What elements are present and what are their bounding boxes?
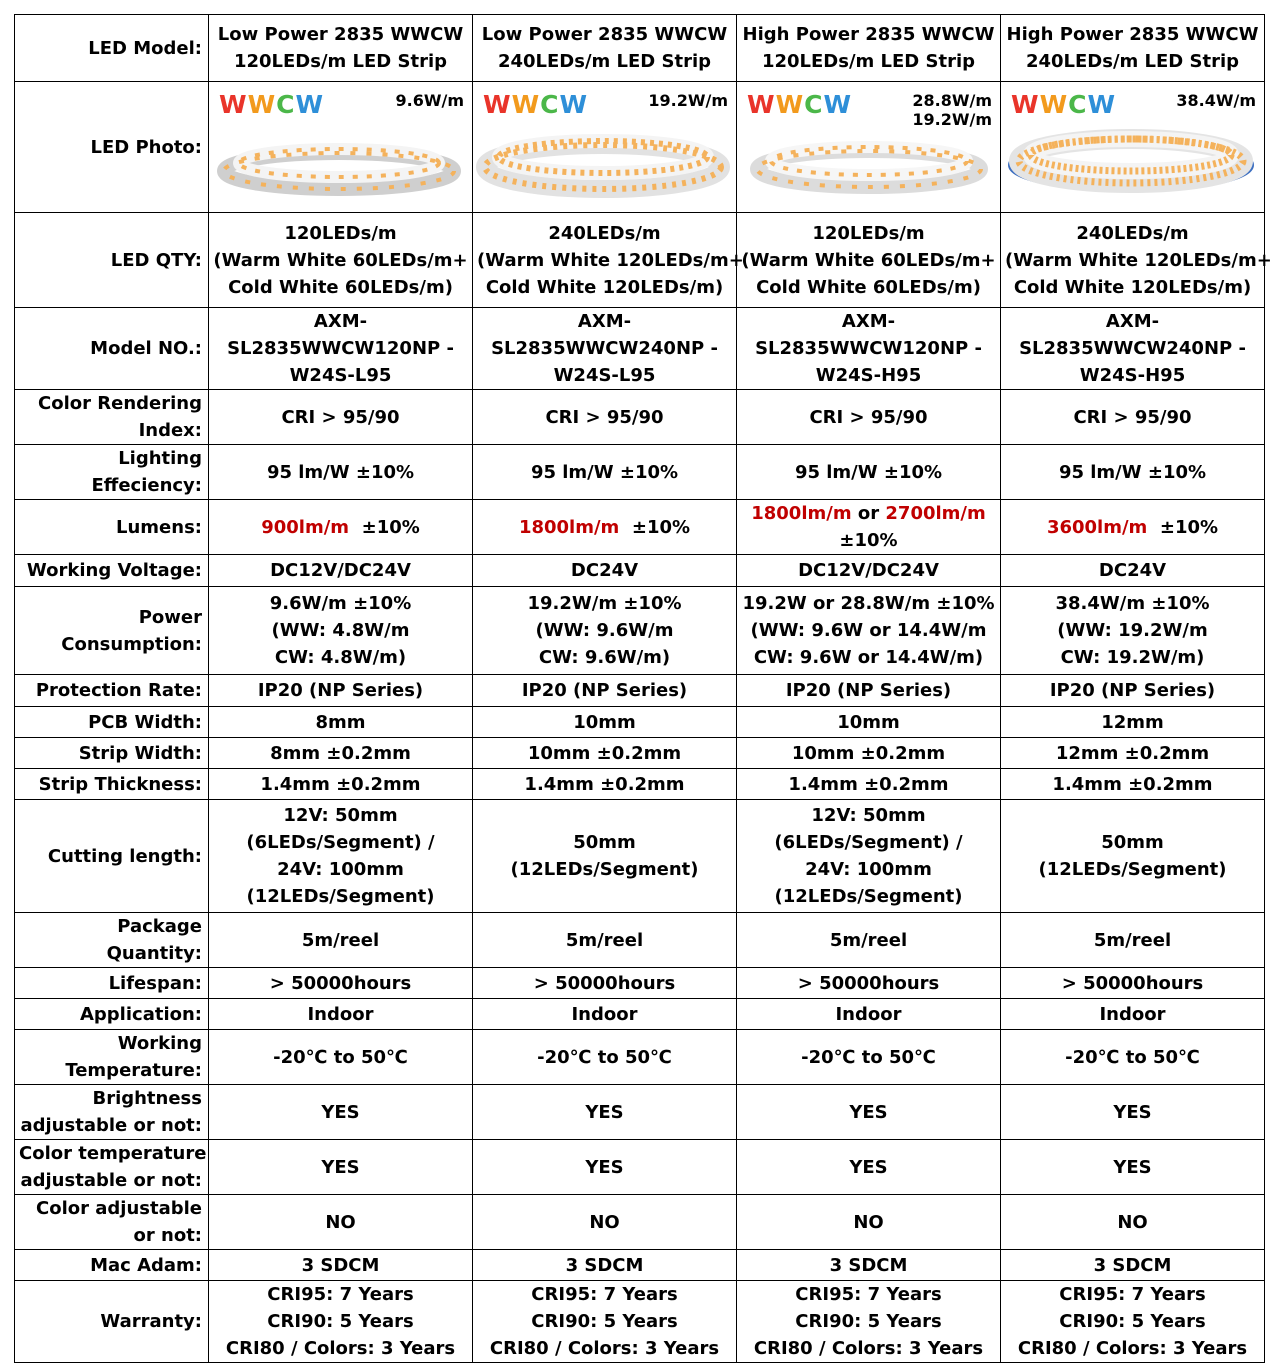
row-label: Lumens:	[15, 500, 209, 555]
cell: DC24V	[1001, 555, 1265, 587]
cell: Indoor	[737, 999, 1001, 1030]
cell: IP20 (NP Series)	[737, 675, 1001, 707]
row-warranty	[15, 1281, 1265, 1363]
power-rating	[912, 91, 992, 129]
cell	[209, 587, 473, 675]
text: 120LEDs/m	[284, 222, 397, 244]
text: Cold White 120LEDs/m)	[1013, 276, 1252, 298]
text: (12LEDs/Segment)	[1038, 859, 1227, 880]
cell: Indoor	[473, 999, 737, 1030]
text: CRI90: 5 Years	[1059, 1311, 1206, 1332]
row-strip-thickness	[15, 769, 1265, 800]
cell	[737, 587, 1001, 675]
wwcw-logo	[747, 91, 852, 118]
text: adjustable or not:	[20, 1170, 202, 1191]
cell: 95 lm/W ±10%	[209, 445, 473, 500]
led-strip-photo	[737, 83, 1000, 211]
cell	[473, 308, 737, 390]
text: Low Power 2835 WWCW	[217, 24, 464, 45]
text: CW: 4.8W/m)	[274, 647, 407, 668]
wwcw-logo	[219, 91, 324, 118]
text: CRI80 / Colors: 3 Years	[753, 1338, 984, 1359]
text: (WW: 9.6W or 14.4W/m	[750, 620, 987, 641]
text: Color temperature	[19, 1143, 207, 1164]
row-label: Model NO.:	[15, 308, 209, 390]
text: 240LEDs/m LED Strip	[497, 51, 712, 72]
cell: 5m/reel	[209, 913, 473, 968]
cell	[737, 308, 1001, 390]
row-label	[15, 1140, 209, 1195]
cell: > 50000hours	[473, 968, 737, 999]
text: 19.2W or 28.8W/m ±10%	[742, 593, 995, 614]
row-label	[15, 587, 209, 675]
cell: YES	[473, 1140, 737, 1195]
row-lifespan	[15, 968, 1265, 999]
logo-letter: W	[1011, 90, 1040, 119]
cell: DC12V/DC24V	[209, 555, 473, 587]
text: ±10%	[839, 530, 898, 551]
text: (6LEDs/Segment) /	[246, 832, 435, 853]
row-protection	[15, 675, 1265, 707]
logo-letter: W	[775, 90, 805, 119]
row-color-adjustable	[15, 1195, 1265, 1250]
text: 24V: 100mm	[277, 859, 404, 880]
text: CW: 9.6W/m)	[538, 647, 671, 668]
text: Brightness	[92, 1088, 202, 1109]
led-strip-photo	[209, 83, 472, 211]
cell: 12mm	[1001, 707, 1265, 738]
cell	[209, 800, 473, 913]
cell: YES	[209, 1085, 473, 1140]
row-label: Mac Adam:	[15, 1250, 209, 1281]
text: (Warm White 120LEDs/m+	[1005, 249, 1272, 271]
cell: 1.4mm ±0.2mm	[209, 769, 473, 800]
cell: > 50000hours	[737, 968, 1001, 999]
row-cri	[15, 390, 1265, 445]
text: 19.2W/m	[912, 110, 992, 129]
cell	[1001, 308, 1265, 390]
led-strip-photo	[473, 83, 736, 211]
text: Temperature:	[65, 1060, 202, 1081]
cell: 10mm ±0.2mm	[737, 738, 1001, 769]
cell	[1001, 587, 1265, 675]
text: SL2835WWCW240NP -	[491, 338, 718, 359]
text: 12V: 50mm	[283, 805, 398, 826]
cell: 12mm ±0.2mm	[1001, 738, 1265, 769]
logo-letter: W	[1087, 90, 1117, 119]
cell: 10mm ±0.2mm	[473, 738, 737, 769]
text: CRI90: 5 Years	[531, 1311, 678, 1332]
text: 240LEDs/m LED Strip	[1025, 51, 1240, 72]
cell: 1.4mm ±0.2mm	[1001, 769, 1265, 800]
text: 240LEDs/m	[1076, 222, 1189, 244]
text: Cold White 120LEDs/m)	[485, 276, 724, 298]
text: Power	[138, 606, 202, 628]
cell: > 50000hours	[209, 968, 473, 999]
cell	[1001, 15, 1265, 82]
cell: > 50000hours	[1001, 968, 1265, 999]
cell: NO	[737, 1195, 1001, 1250]
text: 50mm	[1101, 832, 1164, 853]
cell: 8mm ±0.2mm	[209, 738, 473, 769]
cell: YES	[209, 1140, 473, 1195]
text: (Warm White 60LEDs/m+	[741, 249, 996, 271]
text: Color Rendering	[38, 393, 202, 414]
text: W24S-L95	[553, 365, 656, 386]
cell	[473, 15, 737, 82]
spec-table	[14, 14, 1272, 1363]
text: SL2835WWCW120NP -	[755, 338, 982, 359]
led-photo-cell	[1001, 82, 1265, 213]
text: 19.2W/m ±10%	[527, 593, 682, 614]
cell: 5m/reel	[1001, 913, 1265, 968]
cell: 8mm	[209, 707, 473, 738]
cell: 3 SDCM	[209, 1250, 473, 1281]
text: (WW: 19.2W/m	[1057, 620, 1208, 641]
cell: 10mm	[473, 707, 737, 738]
text: Color adjustable	[36, 1198, 202, 1219]
cell: -20℃ to 50℃	[1001, 1030, 1265, 1085]
row-model-no	[15, 308, 1265, 390]
power-rating	[395, 91, 464, 110]
row-cutting-length	[15, 800, 1265, 913]
cell: -20℃ to 50℃	[473, 1030, 737, 1085]
logo-letter: W	[823, 90, 853, 119]
text: 9.6W/m ±10%	[269, 593, 412, 614]
text: CW: 9.6W or 14.4W/m)	[753, 647, 984, 668]
cell	[209, 308, 473, 390]
logo-letter: W	[559, 90, 589, 119]
text: SL2835WWCW120NP -	[227, 338, 454, 359]
cell: IP20 (NP Series)	[1001, 675, 1265, 707]
led-photo-cell	[473, 82, 737, 213]
logo-letter: W	[1039, 90, 1069, 119]
text: AXM-	[841, 311, 896, 332]
text: High Power 2835 WWCW	[742, 24, 995, 45]
text: Low Power 2835 WWCW	[481, 24, 728, 45]
row-led-photo	[15, 82, 1265, 213]
cell	[1001, 1281, 1265, 1363]
cell	[473, 213, 744, 308]
text: 12V: 50mm	[811, 805, 926, 826]
text: Cold White 60LEDs/m)	[756, 276, 981, 298]
cell	[473, 587, 737, 675]
logo-letter: W	[219, 90, 248, 119]
text: 28.8W/m	[912, 91, 992, 110]
text: CRI95: 7 Years	[531, 1284, 678, 1305]
row-pcb-width	[15, 707, 1265, 738]
text: CRI80 / Colors: 3 Years	[489, 1338, 720, 1359]
row-label: Strip Thickness:	[15, 769, 209, 800]
text: AXM-	[1105, 311, 1160, 332]
cell	[473, 500, 737, 555]
cell: YES	[737, 1085, 1001, 1140]
text: Working	[117, 1033, 202, 1054]
cell	[473, 800, 737, 913]
row-led-model	[15, 15, 1265, 82]
cell	[737, 800, 1001, 913]
cell: -20℃ to 50℃	[209, 1030, 473, 1085]
text: 24V: 100mm	[805, 859, 932, 880]
text: ±10%	[361, 516, 420, 538]
row-label: LED Photo:	[15, 82, 209, 213]
cell	[737, 500, 1001, 555]
text: (12LEDs/Segment)	[510, 859, 699, 880]
cell: NO	[473, 1195, 737, 1250]
row-label: PCB Width:	[15, 707, 209, 738]
text: CRI95: 7 Years	[267, 1284, 414, 1305]
text: AXM-	[577, 311, 632, 332]
row-application	[15, 999, 1265, 1030]
text: ±10%	[631, 516, 691, 538]
text: AXM-	[313, 311, 368, 332]
cell: Indoor	[1001, 999, 1265, 1030]
logo-letter: C	[276, 90, 296, 119]
cell: 3 SDCM	[473, 1250, 737, 1281]
cell: CRI > 95/90	[1001, 390, 1265, 445]
text: 50mm	[573, 832, 636, 853]
row-led-qty	[15, 213, 1265, 308]
cell: 10mm	[737, 707, 1001, 738]
cell: 95 lm/W ±10%	[473, 445, 737, 500]
text: Consumption:	[61, 633, 202, 655]
cell: DC24V	[473, 555, 737, 587]
cell: 5m/reel	[473, 913, 737, 968]
led-strip-photo	[1001, 83, 1264, 211]
text: CRI90: 5 Years	[267, 1311, 414, 1332]
text: CRI95: 7 Years	[795, 1284, 942, 1305]
cell	[473, 1281, 737, 1363]
cell: IP20 (NP Series)	[473, 675, 737, 707]
lumens-value: 3600lm/m	[1046, 516, 1148, 538]
text: 19.2W/m	[648, 91, 728, 110]
text: CRI80 / Colors: 3 Years	[1017, 1338, 1248, 1359]
text: (WW: 9.6W/m	[535, 620, 674, 641]
text: CRI80 / Colors: 3 Years	[225, 1338, 456, 1359]
row-brightness-adjustable	[15, 1085, 1265, 1140]
cell: YES	[1001, 1085, 1265, 1140]
cell: CRI > 95/90	[737, 390, 1001, 445]
cell: YES	[737, 1140, 1001, 1195]
logo-letter: W	[295, 90, 325, 119]
row-color-temperature-adjustable	[15, 1140, 1265, 1195]
row-working-temperature	[15, 1030, 1265, 1085]
row-voltage	[15, 555, 1265, 587]
cell: IP20 (NP Series)	[209, 675, 473, 707]
cell: CRI > 95/90	[473, 390, 737, 445]
row-lumens	[15, 500, 1265, 555]
lumens-value: 1800lm/m	[518, 516, 620, 538]
text: 120LEDs/m LED Strip	[233, 51, 448, 72]
row-label: Lifespan:	[15, 968, 209, 999]
row-mac-adam	[15, 1250, 1265, 1281]
cell	[737, 15, 1001, 82]
text: Cold White 60LEDs/m)	[228, 276, 453, 298]
text: 9.6W/m	[395, 91, 464, 110]
cell: 1.4mm ±0.2mm	[737, 769, 1001, 800]
row-label	[15, 390, 209, 445]
cell: 3 SDCM	[737, 1250, 1001, 1281]
row-label: Cutting length:	[15, 800, 209, 913]
cell: DC12V/DC24V	[737, 555, 1001, 587]
logo-letter: W	[511, 90, 541, 119]
cell	[1001, 500, 1265, 555]
power-rating	[648, 91, 728, 110]
text: W24S-L95	[289, 365, 392, 386]
row-strip-width	[15, 738, 1265, 769]
led-photo-cell	[737, 82, 1001, 213]
power-rating	[1176, 91, 1256, 110]
text: (6LEDs/Segment) /	[774, 832, 963, 853]
cell: Indoor	[209, 999, 473, 1030]
row-label: Strip Width:	[15, 738, 209, 769]
logo-letter: C	[804, 90, 824, 119]
logo-letter: W	[483, 90, 512, 119]
row-label: Working Voltage:	[15, 555, 209, 587]
row-label: Warranty:	[15, 1281, 209, 1363]
row-label	[15, 1195, 209, 1250]
text: W24S-H95	[815, 365, 922, 386]
text: (WW: 4.8W/m	[271, 620, 410, 641]
wwcw-logo	[483, 91, 588, 118]
text: or not:	[133, 1225, 202, 1246]
row-label: Protection Rate:	[15, 675, 209, 707]
row-label	[15, 1030, 209, 1085]
text: (12LEDs/Segment)	[774, 886, 963, 907]
row-label: LED Model:	[15, 15, 209, 82]
cell	[1001, 213, 1272, 308]
row-label: Application:	[15, 999, 209, 1030]
text: adjustable or not:	[20, 1115, 202, 1136]
text: 120LEDs/m	[812, 222, 925, 244]
text: (Warm White 60LEDs/m+	[213, 249, 468, 271]
cell: NO	[1001, 1195, 1265, 1250]
cell: CRI > 95/90	[209, 390, 473, 445]
cell	[209, 15, 473, 82]
text: (12LEDs/Segment)	[246, 886, 435, 907]
text: CRI90: 5 Years	[795, 1311, 942, 1332]
text: 38.4W/m	[1176, 91, 1256, 110]
cell	[209, 1281, 473, 1363]
cell: 1.4mm ±0.2mm	[473, 769, 737, 800]
cell: -20℃ to 50℃	[737, 1030, 1001, 1085]
cell	[209, 213, 473, 308]
row-label	[15, 1085, 209, 1140]
wwcw-logo	[1011, 91, 1116, 118]
cell	[737, 1281, 1001, 1363]
text: CW: 19.2W/m)	[1060, 647, 1205, 668]
row-efficiency	[15, 445, 1265, 500]
text: ±10%	[1159, 516, 1219, 538]
row-label: LED QTY:	[15, 213, 209, 308]
cell	[737, 213, 1001, 308]
cell: YES	[473, 1085, 737, 1140]
cell: 95 lm/W ±10%	[1001, 445, 1265, 500]
lumens-value: 900lm/m	[261, 516, 350, 538]
logo-letter: W	[747, 90, 776, 119]
cell	[1001, 800, 1265, 913]
cell: NO	[209, 1195, 473, 1250]
cell	[209, 500, 473, 555]
text: High Power 2835 WWCW	[1006, 24, 1259, 45]
logo-letter: C	[1068, 90, 1088, 119]
lumens-value: 2700lm/m	[885, 503, 986, 524]
text: or	[857, 503, 880, 524]
cell: 95 lm/W ±10%	[737, 445, 1001, 500]
cell: 5m/reel	[737, 913, 1001, 968]
text: W24S-H95	[1079, 365, 1186, 386]
row-label: Package Quantity:	[15, 913, 209, 968]
text: 120LEDs/m LED Strip	[761, 51, 976, 72]
text: CRI95: 7 Years	[1059, 1284, 1206, 1305]
cell: YES	[1001, 1140, 1265, 1195]
logo-letter: C	[540, 90, 560, 119]
row-package-quantity	[15, 913, 1265, 968]
text: 38.4W/m ±10%	[1055, 593, 1210, 614]
text: 240LEDs/m	[548, 222, 661, 244]
text: SL2835WWCW240NP -	[1019, 338, 1246, 359]
text: (Warm White 120LEDs/m+	[477, 249, 744, 271]
row-power	[15, 587, 1265, 675]
row-label: Lighting Effeciency:	[15, 445, 209, 500]
led-photo-cell	[209, 82, 473, 213]
lumens-value: 1800lm/m	[751, 503, 852, 524]
text: Index:	[138, 420, 202, 441]
logo-letter: W	[247, 90, 277, 119]
cell: 3 SDCM	[1001, 1250, 1265, 1281]
